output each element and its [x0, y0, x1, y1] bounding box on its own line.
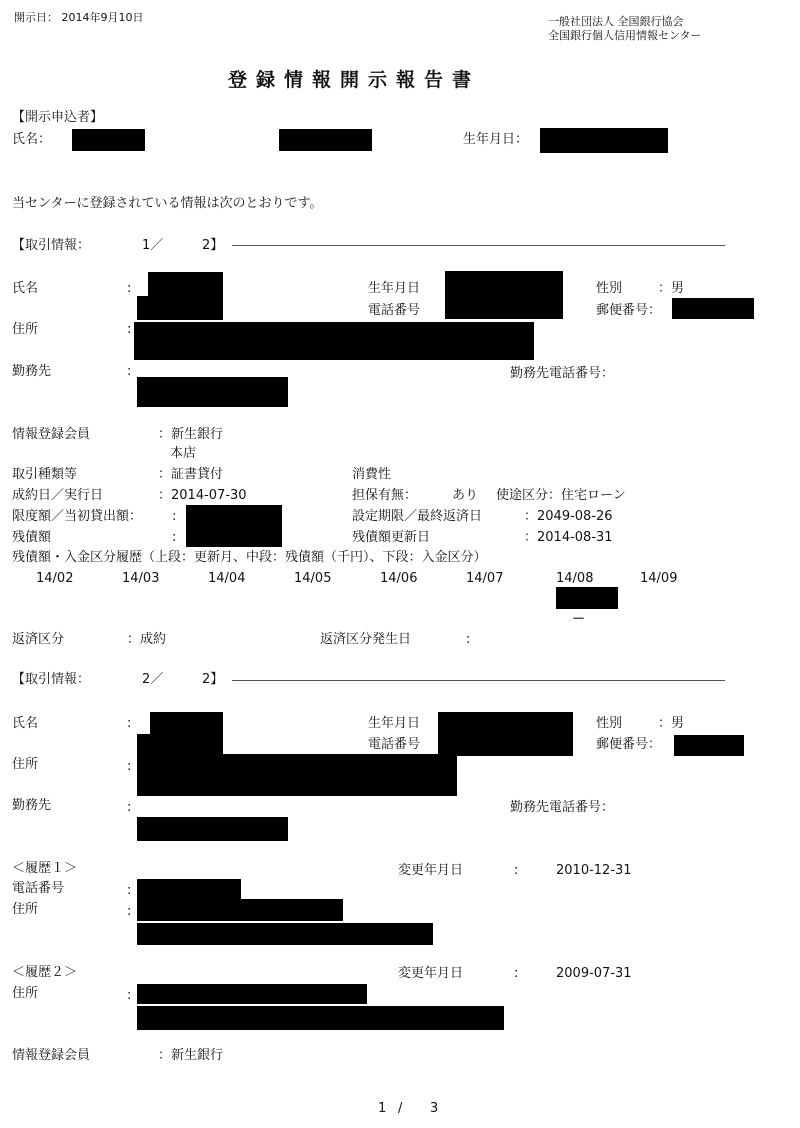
record1-member-value: ：新生銀行	[158, 427, 224, 442]
redaction-block	[137, 754, 457, 796]
record1-sex-label: 性別	[596, 281, 623, 296]
record1-birth-label: 生年月日	[368, 281, 421, 296]
record1-type-value: ：証書貸付	[158, 467, 224, 482]
record1-contract-value: ：2014-07-30	[158, 488, 247, 503]
redaction-block	[540, 128, 668, 153]
record1-divider	[232, 245, 725, 246]
record1-employer-label: 勤務先	[12, 364, 52, 379]
history-month: 14/07	[466, 571, 504, 586]
history-month: 14/04	[208, 571, 246, 586]
record2-header-total: 2】	[202, 672, 224, 687]
history-month: 14/06	[380, 571, 418, 586]
record2-hist2-address-label: 住所	[12, 986, 39, 1001]
redaction-block	[137, 734, 223, 754]
record1-member-label: 情報登録会員	[12, 427, 91, 442]
redaction-block	[186, 505, 282, 547]
record1-term-label: 設定期限／最終返済日	[352, 509, 483, 524]
record1-type-label: 取引種類等	[12, 467, 78, 482]
redaction-block	[137, 296, 223, 320]
record2-hist1-address-label: 住所	[12, 902, 39, 917]
record2-hist2-label: ＜履歴２＞	[12, 965, 78, 980]
redaction-block	[137, 1006, 504, 1030]
redaction-block	[279, 129, 372, 151]
record1-balance-label: 残債額	[12, 530, 52, 545]
record2-address-label: 住所	[12, 757, 39, 772]
record2-hist2-change-value: 2009-07-31	[556, 966, 632, 981]
page-number-current: 1	[378, 1101, 387, 1116]
record1-repay-value: ：成約	[127, 632, 167, 647]
record1-history-label: 残債額・入金区分履歴（上段：更新月、中段：残債額（千円）、下段：入金区分）	[12, 550, 487, 565]
colon: :	[127, 364, 132, 379]
record1-postal-label: 郵便番号：	[596, 303, 662, 318]
page-title: 登録情報開示報告書	[228, 69, 481, 91]
colon: :	[172, 509, 177, 524]
record1-name-label: 氏名	[12, 281, 39, 296]
record2-birth-label: 生年月日	[368, 716, 421, 731]
history-month: 14/03	[122, 571, 160, 586]
record1-balance-update-label: 残債額更新日	[352, 530, 431, 545]
record1-contract-label: 成約日／実行日	[12, 488, 104, 503]
applicant-section-label: 【開示申込者】	[12, 110, 104, 125]
page-number-total: 3	[430, 1101, 439, 1116]
record1-limit-label: 限度額／当初貸出額：	[12, 509, 143, 524]
colon: :	[466, 632, 471, 647]
record1-sex-value: ：男	[658, 281, 685, 296]
org-center-name: 全国銀行個人信用情報センター	[548, 29, 702, 42]
redaction-block	[148, 272, 223, 296]
record2-hist2-change-label: 変更年月日	[398, 966, 464, 981]
record1-term-value: ：2049-08-26	[524, 509, 613, 524]
record1-employer-phone-label: 勤務先電話番号：	[510, 366, 615, 381]
record1-balance-update-value: ：2014-08-31	[524, 530, 613, 545]
record2-hist1-change-value: 2010-12-31	[556, 863, 632, 878]
history-payment-mark: －	[572, 612, 586, 627]
record1-collateral-value: あり	[452, 488, 479, 503]
redaction-block	[137, 377, 288, 407]
colon: :	[514, 966, 519, 981]
record2-postal-label: 郵便番号：	[596, 737, 662, 752]
record1-header-label: 【取引情報：	[12, 238, 91, 253]
intro-text: 当センターに登録されている情報は次のとおりです。	[12, 196, 323, 211]
record2-member-value: ：新生銀行	[158, 1048, 224, 1063]
colon: :	[127, 988, 132, 1003]
record1-header-index: 1／	[142, 238, 164, 253]
record2-hist1-label: ＜履歴１＞	[12, 861, 78, 876]
redaction-block	[674, 735, 744, 756]
record1-branch-value: 本店	[170, 446, 197, 461]
record1-repay-date-label: 返済区分発生日	[320, 632, 412, 647]
record1-repay-label: 返済区分	[12, 632, 65, 647]
page-number-separator: /	[398, 1101, 403, 1116]
colon: :	[127, 281, 132, 296]
redaction-block	[438, 712, 573, 756]
colon: :	[127, 800, 132, 815]
redaction-block	[137, 817, 288, 841]
redaction-block	[445, 271, 563, 319]
colon: :	[172, 530, 177, 545]
record1-purpose-value: 使途区分：住宅ローン	[496, 488, 626, 503]
record2-employer-phone-label: 勤務先電話番号：	[510, 800, 615, 815]
applicant-birth-label: 生年月日：	[463, 132, 529, 147]
history-month: 14/08	[556, 571, 594, 586]
record1-collateral-label: 担保有無：	[352, 488, 418, 503]
redaction-block	[556, 587, 618, 609]
record1-address-label: 住所	[12, 322, 39, 337]
record2-divider	[232, 680, 725, 681]
redaction-block	[137, 923, 433, 945]
redaction-block	[134, 322, 534, 360]
record1-header-total: 2】	[202, 238, 224, 253]
org-name: 一般社団法人 全国銀行協会	[548, 15, 684, 28]
record2-hist1-change-label: 変更年月日	[398, 863, 464, 878]
record2-employer-label: 勤務先	[12, 798, 52, 813]
colon: :	[127, 883, 132, 898]
record2-hist1-phone-label: 電話番号	[12, 881, 65, 896]
record2-phone-label: 電話番号	[368, 737, 421, 752]
colon: :	[127, 759, 132, 774]
record1-phone-label: 電話番号	[368, 303, 421, 318]
redaction-block	[672, 298, 754, 319]
colon: :	[127, 322, 132, 337]
history-month: 14/02	[36, 571, 74, 586]
disclosure-date: 開示日： 2014年9月10日	[14, 11, 144, 24]
history-month: 14/05	[294, 571, 332, 586]
applicant-name-label: 氏名：	[12, 132, 52, 147]
redaction-block	[150, 712, 223, 734]
redaction-block	[137, 984, 367, 1004]
record2-sex-value: ：男	[658, 716, 685, 731]
record1-consumer-value: 消費性	[352, 467, 392, 482]
colon: :	[127, 716, 132, 731]
record2-member-label: 情報登録会員	[12, 1048, 91, 1063]
record2-header-label: 【取引情報：	[12, 672, 91, 687]
record2-name-label: 氏名	[12, 716, 39, 731]
redaction-block	[72, 129, 145, 151]
redaction-block	[137, 879, 241, 901]
redaction-block	[137, 899, 343, 921]
colon: :	[514, 863, 519, 878]
history-month: 14/09	[640, 571, 678, 586]
colon: :	[127, 904, 132, 919]
record2-header-index: 2／	[142, 672, 164, 687]
record2-sex-label: 性別	[596, 716, 623, 731]
